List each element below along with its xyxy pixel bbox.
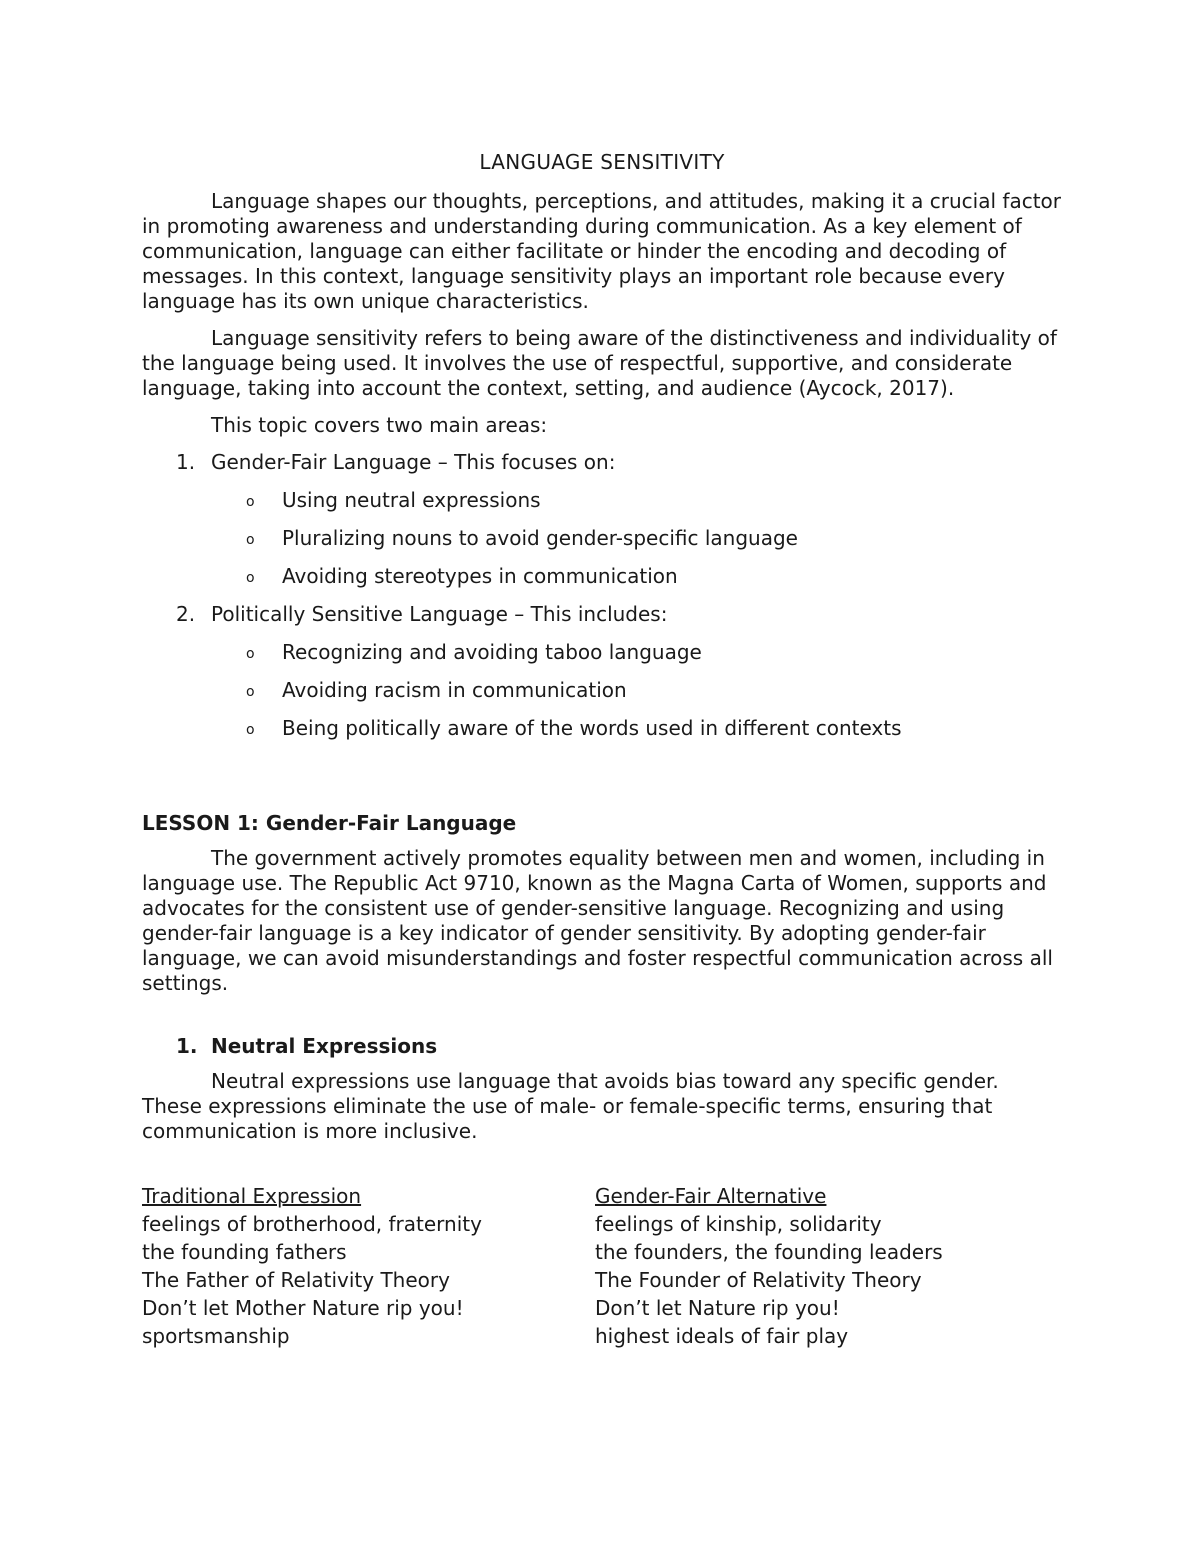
list-item <box>142 564 1062 589</box>
table-cell: feelings of kinship, solidarity <box>595 1212 882 1236</box>
table-cell: Don’t let Mother Nature rip you! <box>142 1296 464 1320</box>
bullet-text: Avoiding racism in communication <box>282 678 627 702</box>
bullet-icon: o <box>246 722 255 738</box>
table-cell: The Founder of Relativity Theory <box>595 1268 922 1292</box>
table-cell: sportsmanship <box>142 1324 290 1348</box>
table-cell: Don’t let Nature rip you! <box>595 1296 840 1320</box>
section-number: 1. <box>176 1034 198 1058</box>
bullet-icon: o <box>246 684 255 700</box>
topic-intro: This topic covers two main areas: <box>211 413 548 437</box>
table-cell: the founding fathers <box>142 1240 347 1264</box>
bullet-text: Avoiding stereotypes in communication <box>282 564 678 588</box>
bullet-icon: o <box>246 532 255 548</box>
section-heading <box>142 1034 1062 1059</box>
area-item-politically-sensitive <box>142 602 1062 627</box>
table-row <box>142 1210 1062 1238</box>
list-item <box>142 640 1062 665</box>
column-header-traditional: Traditional Expression <box>142 1184 362 1208</box>
intro-paragraph-2: Language sensitivity refers to being aware of the distinctiveness and individuality of the language being used. It involves the use of respectful, supportive, and considerate language, taking into account the context, setting, and audience (Aycock, 2017). <box>142 326 1057 400</box>
list-item <box>142 678 1062 703</box>
bullet-text: Using neutral expressions <box>282 488 541 512</box>
table-cell: highest ideals of fair play <box>595 1324 849 1348</box>
area-number: 2. <box>176 602 196 626</box>
area-label: Gender-Fair Language – This focuses on: <box>211 450 616 474</box>
bullet-icon: o <box>246 646 255 662</box>
table-header-row <box>142 1182 1062 1210</box>
table-cell: feelings of brotherhood, fraternity <box>142 1212 482 1236</box>
bullet-text: Pluralizing nouns to avoid gender-specific language <box>282 526 798 550</box>
lesson-paragraph: The government actively promotes equality between men and women, including in language use. The Republic Act 9710, known as the Magna Carta of Women, supports and advocates for the consistent use of gender-sensitive language. Recognizing and using gender-fair language is a key indicator of gender sensitivity. By adopting gender-fair language, we can avoid misunderstandings and foster respectful communication across all settings. <box>142 846 1053 995</box>
lesson-heading: LESSON 1: Gender-Fair Language <box>142 811 517 835</box>
table-cell: The Father of Relativity Theory <box>142 1268 450 1292</box>
area-item-gender-fair <box>142 450 1062 475</box>
column-header-alternative: Gender-Fair Alternative <box>595 1184 827 1208</box>
section-title: Neutral Expressions <box>211 1034 438 1058</box>
bullet-text: Being politically aware of the words used in different contexts <box>282 716 902 740</box>
table-cell: the founders, the founding leaders <box>595 1240 943 1264</box>
expressions-table <box>142 1182 1062 1350</box>
table-row <box>142 1322 1062 1350</box>
page-title: LANGUAGE SENSITIVITY <box>479 150 725 174</box>
bullet-text: Recognizing and avoiding taboo language <box>282 640 702 664</box>
list-item <box>142 526 1062 551</box>
bullet-icon: o <box>246 494 255 510</box>
table-row <box>142 1238 1062 1266</box>
table-row <box>142 1266 1062 1294</box>
area-label: Politically Sensitive Language – This includes: <box>211 602 668 626</box>
table-row <box>142 1294 1062 1322</box>
area-number: 1. <box>176 450 196 474</box>
intro-paragraph-1: Language shapes our thoughts, perceptions, and attitudes, making it a crucial factor in promoting awareness and understanding during communication. As a key element of communication, language can either facilitate or hinder the encoding and decoding of messages. In this context, language sensitivity plays an important role because every language has its own unique characteristics. <box>142 189 1061 313</box>
list-item <box>142 716 1062 741</box>
bullet-icon: o <box>246 570 255 586</box>
section-paragraph: Neutral expressions use language that avoids bias toward any specific gender. These expressions eliminate the use of male- or female-specific terms, ensuring that communication is more inclusive. <box>142 1069 999 1143</box>
document-body <box>142 150 1062 1350</box>
list-item <box>142 488 1062 513</box>
